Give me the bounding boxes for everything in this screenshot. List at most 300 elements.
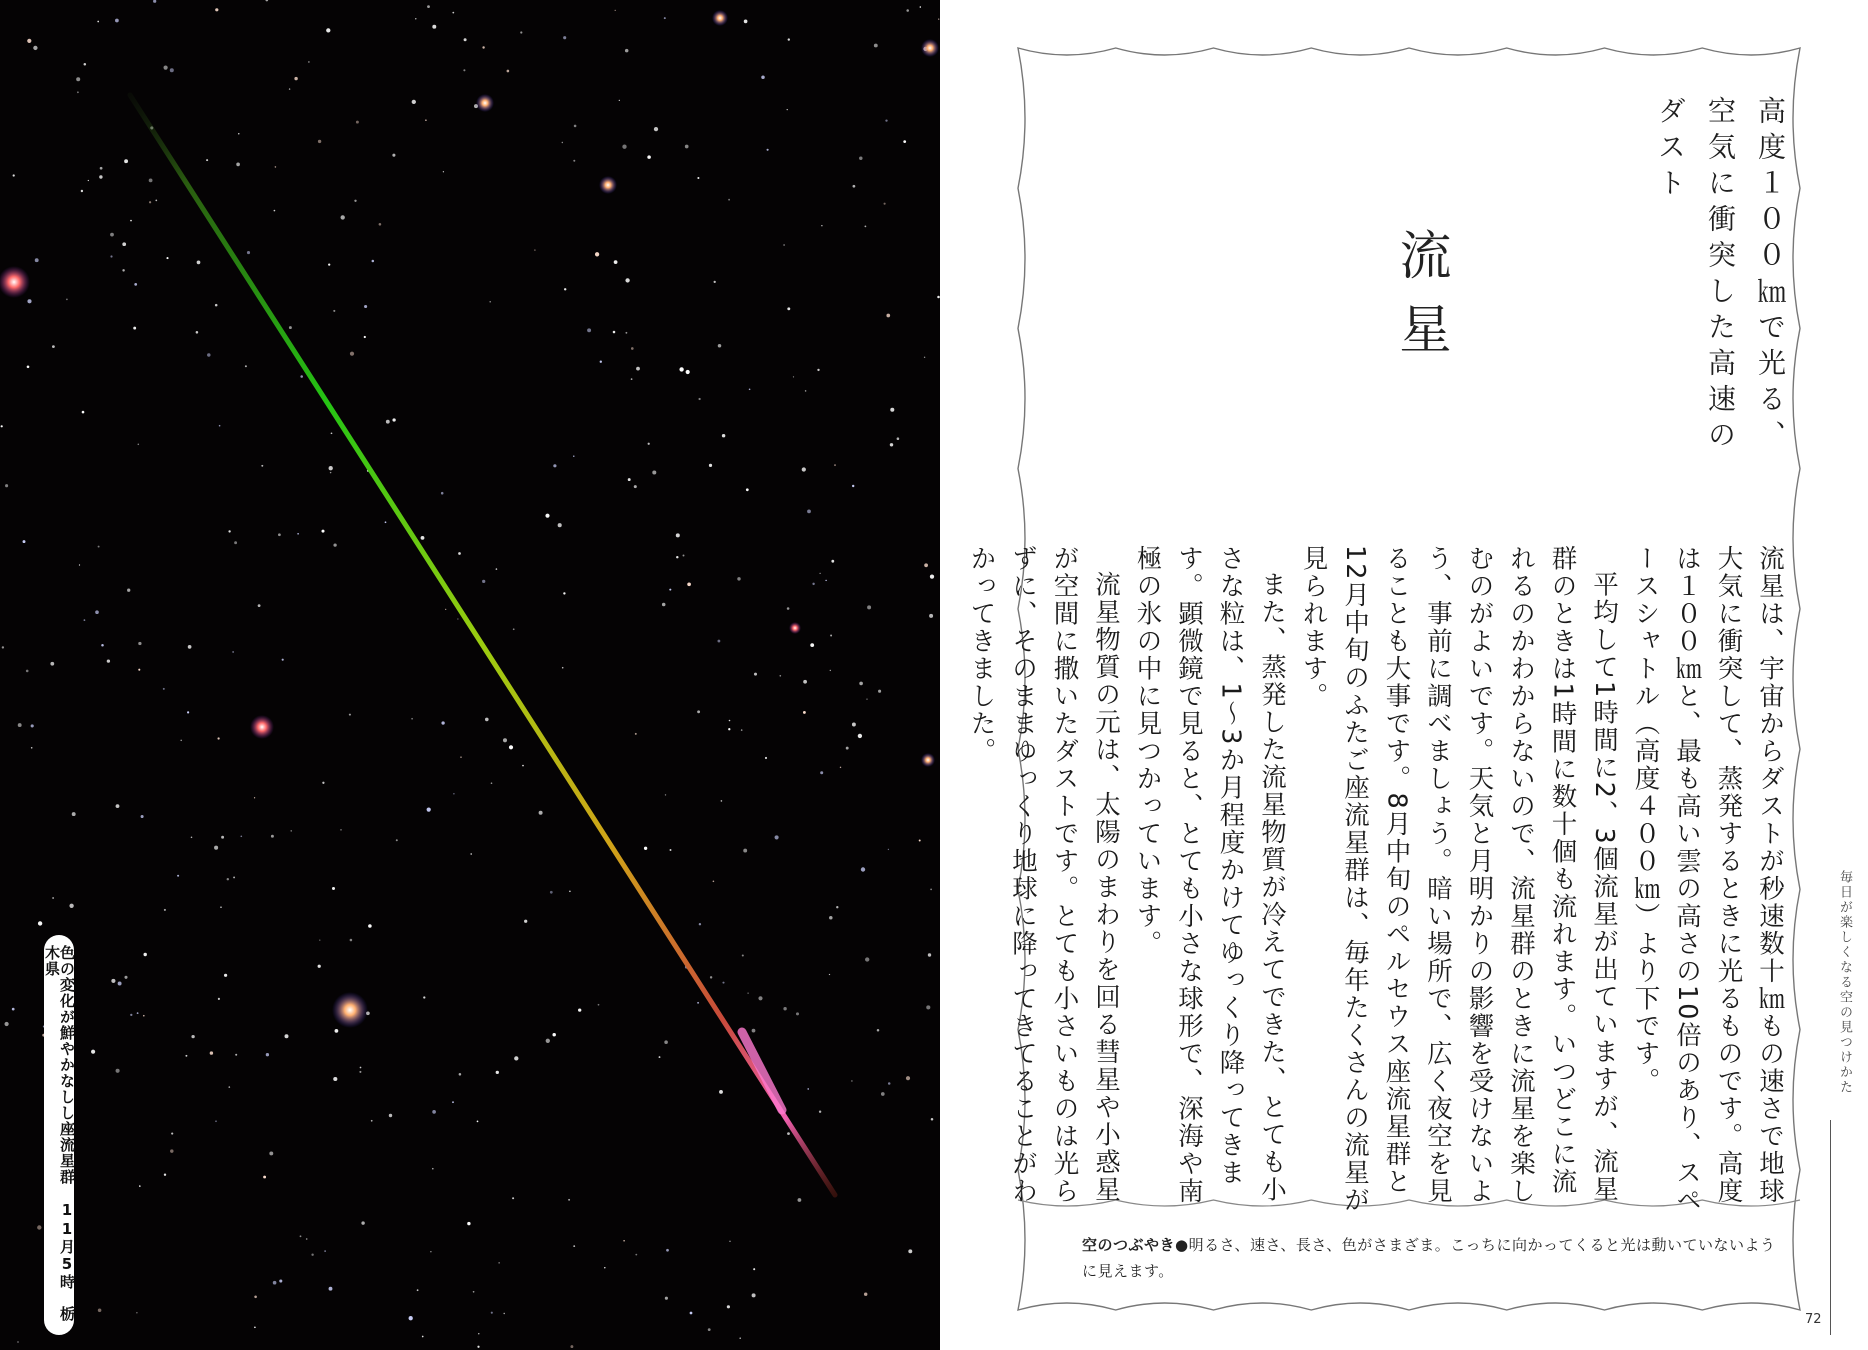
star [861, 867, 865, 871]
star [924, 563, 928, 567]
star [765, 757, 767, 759]
star [185, 1055, 187, 1057]
star [859, 157, 862, 160]
star [534, 249, 535, 250]
star [453, 793, 455, 795]
star [386, 420, 390, 424]
star [931, 1118, 934, 1121]
star [683, 555, 685, 557]
star [714, 281, 716, 283]
star [690, 1312, 693, 1315]
sidebar-note [1082, 1232, 1782, 1284]
star [324, 1250, 325, 1251]
star [263, 1176, 266, 1179]
star [115, 19, 119, 23]
star [107, 659, 110, 662]
star [685, 145, 689, 149]
star [710, 976, 712, 978]
star [350, 939, 353, 942]
star [364, 305, 367, 308]
star [919, 840, 921, 842]
star [31, 747, 33, 749]
star [788, 38, 790, 40]
star-field [1, 0, 940, 1348]
star [886, 314, 890, 318]
star [371, 1120, 373, 1122]
star [214, 846, 218, 850]
star [240, 835, 242, 837]
star [430, 1251, 431, 1252]
star [422, 1336, 424, 1338]
star [84, 63, 87, 66]
star [300, 375, 303, 378]
star [306, 1238, 308, 1240]
star [98, 546, 100, 548]
body-paragraph: 流星物質の元は、太陽のまわりを回る彗星や小惑星が空間に撒いたダストです。とても小さいものは光らずに、そのままゆっくり地球に降ってきてることがわかってきました。 [966, 545, 1121, 1205]
star [289, 326, 292, 329]
star [473, 1291, 475, 1293]
star [464, 38, 467, 41]
article-subtitle: 高度１００㎞で光る、空気に衝突した高速のダスト [1654, 96, 1787, 456]
star [457, 618, 458, 619]
star [197, 261, 201, 265]
star [852, 723, 856, 727]
star [275, 166, 277, 168]
star [578, 1008, 581, 1011]
star [470, 853, 472, 855]
star [101, 644, 104, 647]
star [136, 1312, 137, 1313]
star [573, 160, 575, 162]
star [149, 178, 153, 182]
star [5, 484, 8, 487]
bright-star [476, 94, 494, 112]
star [50, 662, 54, 666]
bright-star [0, 266, 30, 298]
star [207, 353, 210, 356]
star [890, 443, 893, 446]
star [644, 847, 647, 850]
star [512, 1197, 514, 1199]
star [411, 718, 413, 720]
star [425, 119, 427, 121]
star [783, 244, 785, 246]
star [743, 849, 747, 853]
star [289, 88, 290, 89]
star [796, 1012, 799, 1015]
star [265, 0, 268, 1]
star [210, 1051, 213, 1054]
star [274, 210, 276, 212]
star [385, 521, 387, 523]
star [458, 552, 461, 555]
star [613, 331, 616, 334]
star [364, 336, 366, 338]
star [625, 49, 629, 53]
star [728, 728, 730, 730]
body-paragraph: また、蒸発した流星物質が冷えてできた、とても小さな粒は、1～3か月程度かけてゆっくり降ってきます。顕微鏡で見ると、とても小さな球形で、深海や南極の氷の中に見つかっています。 [1132, 545, 1287, 1205]
star [227, 878, 229, 880]
photo-caption [44, 935, 74, 1335]
star [926, 1005, 930, 1009]
star [553, 464, 556, 467]
star [285, 1034, 289, 1038]
star [628, 478, 631, 481]
star [568, 1199, 570, 1201]
star [830, 635, 832, 637]
star [648, 443, 650, 445]
note-label: 空のつぶやき● [1082, 1236, 1189, 1254]
star [238, 133, 239, 134]
star [215, 304, 218, 307]
star [52, 897, 54, 899]
star [187, 711, 189, 713]
star [409, 1316, 413, 1320]
star [111, 979, 115, 983]
star [631, 347, 634, 350]
star [903, 140, 906, 143]
star [728, 199, 730, 201]
star [27, 299, 31, 303]
star [562, 667, 564, 669]
star [858, 734, 862, 738]
star [742, 954, 744, 956]
star [615, 10, 616, 11]
star [116, 804, 120, 808]
star [31, 724, 34, 727]
star [333, 543, 336, 546]
star [897, 437, 900, 440]
star [349, 714, 351, 716]
star [846, 747, 849, 750]
star [546, 1039, 550, 1043]
star [775, 835, 779, 839]
star [758, 996, 762, 1000]
star [333, 310, 335, 312]
star [746, 488, 749, 491]
star [679, 367, 683, 371]
star [803, 711, 806, 714]
star [489, 301, 491, 303]
star [920, 6, 922, 8]
star [563, 36, 566, 39]
star [496, 1071, 499, 1074]
star [852, 485, 854, 487]
star [600, 361, 602, 363]
body-paragraph: 流星は、宇宙からダストが秒速数十㎞もの速さで地球大気に衝突して、蒸発するときに光るものです。高度は１００㎞と、最も高い雲の高さの10倍のあり、スペースシャトル（高度４００㎞）より下です。 [1630, 545, 1785, 1214]
star [417, 1289, 419, 1291]
star [687, 582, 691, 586]
star [254, 1326, 256, 1328]
star [271, 835, 274, 838]
star [220, 906, 222, 908]
star [329, 1287, 333, 1291]
star [254, 1295, 257, 1298]
star [798, 1198, 802, 1202]
star [333, 1077, 337, 1081]
star [831, 560, 834, 563]
star [793, 376, 794, 377]
star [291, 830, 292, 831]
star [819, 1110, 821, 1112]
star [318, 965, 321, 968]
star [72, 812, 76, 816]
star [130, 1014, 132, 1016]
star [729, 720, 731, 722]
star [191, 837, 193, 839]
star [69, 904, 73, 908]
star [825, 580, 826, 581]
star [787, 1132, 790, 1135]
star [885, 119, 887, 121]
star [625, 332, 627, 334]
star [865, 226, 867, 228]
star [340, 829, 341, 830]
star [116, 1069, 120, 1073]
star [332, 887, 335, 890]
star [697, 177, 699, 179]
star [881, 1092, 885, 1096]
star [805, 390, 807, 392]
star [836, 906, 838, 908]
star [717, 640, 720, 643]
star [737, 577, 740, 580]
star [829, 916, 833, 920]
star [247, 251, 250, 254]
star [177, 875, 179, 877]
star [143, 1015, 145, 1017]
star [614, 260, 618, 264]
star [76, 77, 80, 81]
meteor-head [742, 1032, 782, 1110]
star [412, 100, 416, 104]
star [273, 1281, 277, 1285]
star [23, 540, 26, 543]
star [368, 924, 372, 928]
star [356, 121, 359, 124]
star [12, 1008, 15, 1011]
star [441, 492, 444, 495]
star [37, 1225, 41, 1229]
star [840, 767, 841, 768]
star [99, 175, 102, 178]
star [477, 1121, 479, 1123]
star [888, 1082, 891, 1085]
star [127, 589, 130, 592]
star [522, 765, 524, 767]
star [513, 628, 515, 630]
star [235, 1054, 237, 1056]
star [573, 1245, 575, 1247]
star [867, 605, 871, 609]
star [491, 782, 493, 784]
star [180, 740, 181, 741]
star [676, 533, 680, 537]
star [218, 998, 220, 1000]
star [319, 939, 320, 940]
star [783, 1007, 786, 1010]
star [452, 12, 454, 14]
star [574, 125, 577, 128]
star [507, 70, 510, 73]
star [719, 1090, 723, 1094]
star [812, 583, 814, 585]
star [88, 180, 89, 181]
star [196, 331, 199, 334]
star [133, 327, 136, 330]
star [635, 1254, 637, 1256]
star [335, 1029, 339, 1033]
star [558, 523, 562, 527]
star [269, 1151, 273, 1155]
star [52, 345, 55, 348]
star [647, 155, 651, 159]
star [328, 263, 330, 265]
star [598, 1004, 600, 1006]
star [170, 1149, 173, 1152]
star [294, 77, 297, 80]
star [761, 76, 765, 80]
star [300, 1235, 302, 1237]
star [747, 992, 748, 993]
star [234, 541, 237, 544]
star [423, 996, 425, 998]
star [143, 953, 146, 956]
star [215, 8, 218, 11]
star [874, 44, 878, 48]
star [623, 1240, 625, 1242]
star [122, 269, 124, 271]
star [77, 91, 79, 93]
star [654, 127, 658, 131]
star [329, 466, 333, 470]
star [215, 1120, 217, 1122]
star [100, 167, 103, 170]
star [110, 233, 114, 237]
bright-star [712, 10, 728, 26]
star [452, 1101, 454, 1103]
star [482, 46, 484, 48]
star [153, 0, 156, 3]
bright-star [332, 992, 368, 1028]
star [124, 159, 128, 163]
star [4, 1022, 8, 1026]
star [427, 5, 430, 8]
star [552, 1033, 555, 1036]
star [767, 149, 769, 151]
star [807, 510, 811, 514]
star [713, 880, 715, 882]
star [134, 283, 137, 286]
star [2, 646, 4, 648]
star [282, 659, 284, 661]
star [595, 252, 599, 256]
star [415, 18, 416, 19]
star [859, 682, 863, 686]
star [729, 1241, 730, 1242]
page-number: 72 [1805, 1312, 1822, 1327]
star [84, 619, 86, 621]
star [321, 530, 324, 533]
star [928, 953, 931, 956]
star [635, 733, 637, 735]
star [279, 1279, 282, 1282]
article-title: 流星 [1390, 228, 1450, 376]
star [206, 159, 208, 161]
star [354, 200, 356, 202]
star [441, 721, 444, 724]
star [432, 1110, 436, 1114]
star [741, 729, 743, 731]
star [865, 957, 869, 961]
bright-star [921, 39, 939, 57]
star [432, 1168, 434, 1170]
star [118, 982, 122, 986]
star [81, 190, 83, 192]
star [810, 643, 814, 647]
star [98, 1309, 102, 1313]
star [906, 9, 909, 12]
star [514, 1056, 518, 1060]
star [890, 408, 894, 412]
star [709, 464, 712, 467]
star [698, 398, 700, 400]
star [149, 201, 151, 203]
star [499, 1262, 500, 1263]
star [297, 533, 299, 535]
star [752, 1029, 756, 1033]
star [396, 839, 398, 841]
star [124, 976, 127, 979]
star [360, 1067, 362, 1069]
note-text: 明るさ、速さ、長さ、色がさまざま。こっちに向かってくると光は動いていないように見えます。 [1082, 1236, 1776, 1280]
star [749, 388, 751, 390]
star [318, 140, 321, 143]
star [477, 1346, 479, 1348]
star [311, 1253, 313, 1255]
star [820, 771, 823, 774]
star [587, 328, 591, 332]
running-head-rule [1830, 1120, 1831, 1335]
star [670, 849, 672, 851]
star [524, 920, 527, 923]
star [787, 109, 788, 110]
star [503, 738, 507, 742]
star [331, 432, 333, 434]
star [26, 670, 29, 673]
star [929, 614, 933, 618]
star [221, 836, 224, 839]
star [359, 1071, 361, 1073]
star [718, 344, 722, 348]
star [482, 580, 485, 583]
star [665, 794, 666, 795]
star [509, 745, 513, 749]
star [82, 411, 85, 414]
star [361, 1221, 364, 1224]
star [66, 299, 68, 301]
star [564, 288, 566, 290]
star [191, 1035, 194, 1038]
star [562, 142, 563, 143]
star [664, 1040, 668, 1044]
star [460, 756, 462, 758]
article-body [966, 545, 1790, 1215]
star [164, 66, 168, 70]
bright-star [921, 753, 935, 767]
star [372, 260, 375, 263]
star [665, 1297, 668, 1300]
